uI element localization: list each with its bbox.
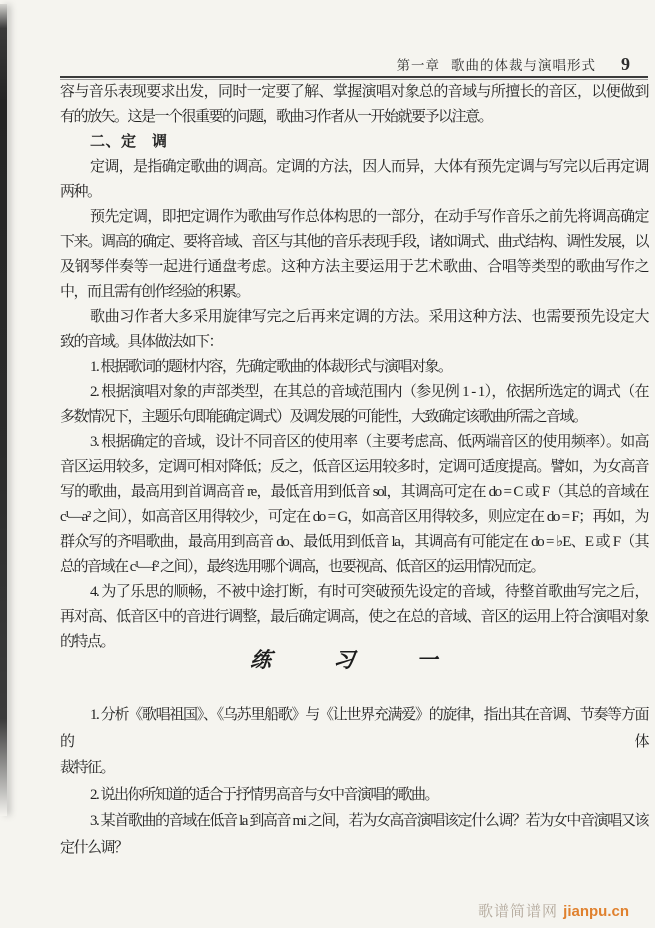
text-line: 有的放矢。这是一个很重要的问题，歌曲习作者从一开始就要予以注意。 xyxy=(60,109,493,125)
body-text xyxy=(60,80,648,655)
page-number: 9 xyxy=(621,54,630,74)
text-line: 再对高、低音区中的音进行调整，最后确定调高，使之在总的音域、音区的运用上符合演唱对象 xyxy=(60,609,648,625)
text-line: 致的音域。具体做法如下： xyxy=(60,334,223,350)
scan-edge-shadow xyxy=(0,4,7,816)
text-line: 2. 说出你所知道的适合于抒情男高音与女中音演唱的歌曲。 xyxy=(90,786,439,803)
text-line: 3. 根据确定的音域，设计不同音区的使用率（主要考虑高、低两端音区的使用频率）。如高 xyxy=(90,434,648,450)
text-line: 歌曲习作者大多采用旋律写完之后再来定调的方法。采用这种方法、也需要预先设定大 xyxy=(90,309,648,325)
page-header xyxy=(397,54,631,75)
text-line: 的特点。 xyxy=(60,634,115,650)
watermark-site-name: 歌谱简谱网 xyxy=(477,903,558,920)
text-line: 下来。调高的确定、要将音域、音区与其他的音乐表现手段，诸如调式、曲式结构、调性发展，以 xyxy=(60,234,648,250)
chapter-label: 第一章 xyxy=(396,58,440,73)
section-heading: 二、定 调 xyxy=(90,134,168,150)
watermark-site-url: jianpu.cn xyxy=(563,903,629,920)
exercise-list xyxy=(60,702,648,861)
text-line: 音区运用较多，定调可相对降低；反之，低音区运用较多时，定调可适度提高。譬如，为女高音 xyxy=(60,459,648,475)
text-line: 群众写的齐唱歌曲，最高用到高音 do、最低用到低音 la，其调高有可能定在 do = ♭E、E 或 F（其 xyxy=(60,534,648,550)
exercise-heading-char: 练 xyxy=(249,648,273,672)
text-line: 定什么调？ xyxy=(60,839,128,856)
text-line: 4. 为了乐思的顺畅，不被中途打断，有时可突破预先设定的音域，待整首歌曲写完之后， xyxy=(90,584,648,600)
text-line: 中，而且需有创作经验的积累。 xyxy=(60,284,250,300)
text-line: 容与音乐表现要求出发，同时一定要了解、掌握演唱对象总的音域与所擅长的音区，以便做到 xyxy=(60,84,648,100)
text-line: c¹—a² 之间），如高音区用得较少，可定在 do = G，如高音区用得较多，则应定在 do = F；再如，为 xyxy=(60,509,648,525)
text-line: 1. 根据歌词的题材内容，先确定歌曲的体裁形式与演唱对象。 xyxy=(90,359,452,375)
text-line: 1. 分析《歌唱祖国》、《乌苏里船歌》与《让世界充满爱》的旋律，指出其在音调、节奏等方面的体 xyxy=(60,707,648,750)
text-line: 总的音域在 c¹—f² 之间），最终选用哪个调高，也要视高、低音区的运用情况而定。 xyxy=(60,559,545,575)
exercise-heading xyxy=(58,644,629,674)
text-line: 多数情况下，主题乐句即能确定调式）及调发展的可能性，大致确定该歌曲所需之音域。 xyxy=(60,409,587,425)
text-line: 及钢琴伴奏等一起进行通盘考虑。这种方法主要运用于艺术歌曲、合唱等类型的歌曲写作之 xyxy=(60,259,648,275)
text-line: 预先定调，即把定调作为歌曲写作总体构思的一部分，在动手写作音乐之前先将调高确定 xyxy=(90,209,648,225)
text-line: 定调，是指确定歌曲的调高。定调的方法，因人而异，大体有预先定调与写完以后再定调 xyxy=(90,159,648,175)
text-line: 裁特征。 xyxy=(60,760,115,776)
exercise-heading-char: 一 xyxy=(415,648,439,672)
text-line: 2. 根据演唱对象的声部类型，在其总的音域范围内（参见例 1 - 1），依据所选定的调式（在 xyxy=(90,384,648,400)
watermark xyxy=(478,900,629,921)
text-line: 3. 某首歌曲的音域在低音 la 到高音 mi 之间，若为女高音演唱该定什么调？若为女中音演唱又该 xyxy=(90,813,648,829)
text-line: 两种。 xyxy=(60,184,101,200)
chapter-title: 歌曲的体裁与演唱形式 xyxy=(451,58,596,73)
exercise-heading-char: 习 xyxy=(332,648,356,672)
text-line: 写的歌曲，最高用到首调高音 re，最低音用到低音 sol，其调高可定在 do = C 或 F（其总的音域在 xyxy=(60,484,648,500)
